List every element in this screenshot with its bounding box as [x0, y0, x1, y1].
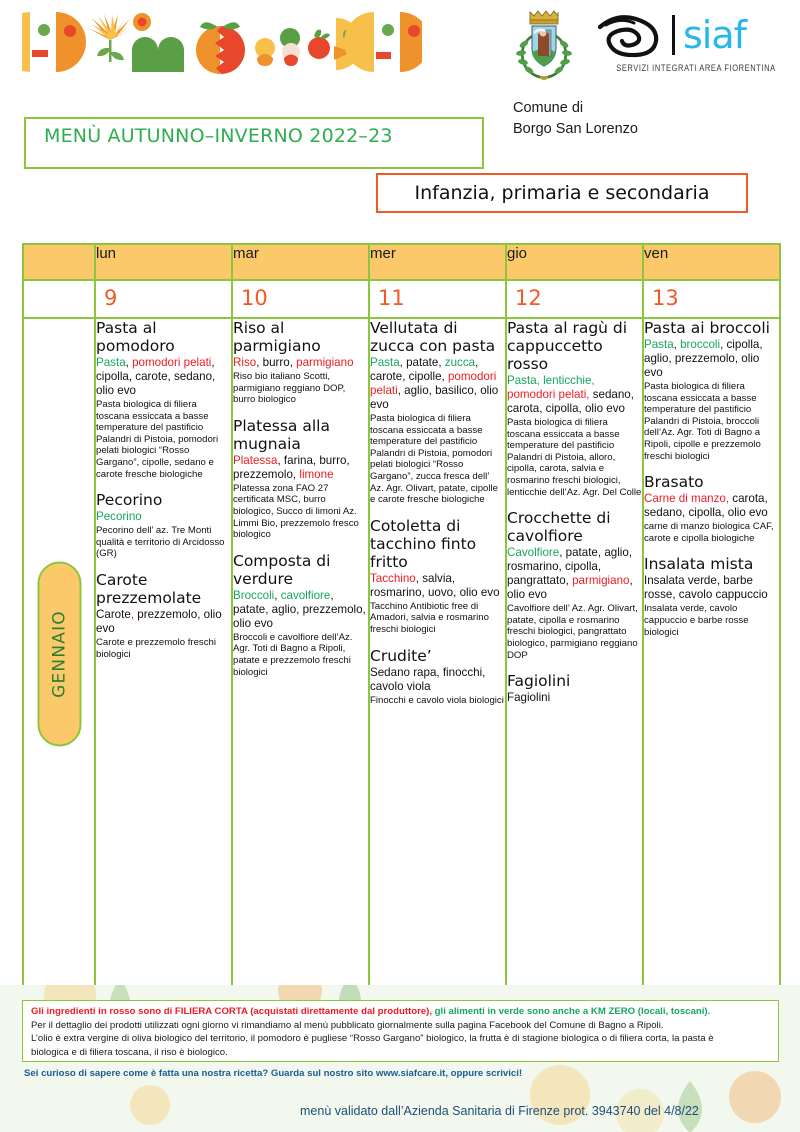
ingredient-plain: , [274, 588, 281, 602]
date-cell-12 [506, 280, 643, 318]
website-invite-line[interactable]: Sei curioso di sapere come è fatta una nostra ricetta? Guarda sul nostro sito www.siafcare.it, oppure scrivici! [24, 1068, 523, 1079]
dish-block [233, 319, 368, 406]
decorative-food-band [22, 6, 422, 78]
date-cell-9 [95, 280, 232, 318]
ingredient-km-zero: zucca [444, 356, 476, 369]
ingredient-plain: , cipolla, carote, sedano, olio evo [96, 356, 216, 397]
date-number: 12 [515, 286, 542, 310]
month-date-spacer [23, 280, 95, 318]
day-column-gio [506, 318, 643, 989]
dish-note: Insalata verde, cavolo cappuccio e barbe rosse biologici [644, 603, 749, 638]
comune-coat-of-arms [512, 8, 576, 82]
ingredient-plain: Sedano rapa, finocchi, cavolo viola [370, 665, 486, 693]
date-number: 10 [241, 286, 268, 310]
weekly-menu-table [22, 243, 781, 990]
legend-line-2: Per il dettaglio dei prodotti utilizzati ogni giorno vi rimandiamo al menù pubblicato giornalmente sulla pagina Facebook del Comune di Bagno a Ripoli. [31, 1019, 664, 1031]
ingredient-km-zero: Pasta [96, 356, 126, 369]
dish-note: carne di manzo biologica CAF, carote e cipolla biologiche [644, 521, 774, 544]
ingredient-plain: , patate, [399, 356, 445, 369]
dish-name: Insalata mista [644, 555, 754, 574]
ingredient-filiera-corta: pomodori pelati [370, 370, 497, 397]
month-pill [38, 561, 82, 746]
siaf-logo [596, 10, 796, 80]
dish-ingredients [96, 510, 231, 524]
page-title: MENÙ AUTUNNO–INVERNO 2022–23 [44, 125, 393, 147]
dish-note: Broccoli e cavolfiore dell’Az. Agr. Toti di Bagno a Ripoli, patate e prezzemolo freschi biologici [233, 631, 353, 678]
ingredient-filiera-corta: Carne di manzo, [644, 492, 730, 506]
ingredient-plain: , burro, [256, 356, 297, 369]
dish-name: Fagiolini [507, 672, 571, 691]
day-column-mar [232, 318, 369, 989]
ingredient-plain: , [673, 338, 681, 351]
dish-ingredients [507, 691, 642, 705]
dish-block [644, 473, 779, 544]
ingredient-km-zero: broccoli [680, 338, 721, 351]
dish-name: Brasato [644, 473, 704, 492]
dish-block [507, 319, 642, 498]
dish-name: Cotoletta di tacchino finto fritto [370, 516, 477, 571]
dish-note: Pasta biologica di filiera toscana essiccata a basse temperature del pastificio Palandri di Pistoia, alloro, cipolla, carota, salvia e rosmarino freschi biologici, lenticchie dell’Az. Agr. Del Colle [507, 417, 642, 498]
ingredient-plain: carota, sedano, cipolla, olio evo [644, 492, 768, 520]
ingredient-plain: , aglio, basilico, olio evo [370, 384, 499, 411]
menu-content-row [23, 318, 780, 989]
ingredient-filiera-corta: Platessa [233, 453, 278, 467]
logo-divider [672, 15, 675, 55]
dish-name: Crocchette di cavolfiore [507, 509, 611, 546]
ingredient-plain: , salvia, rosmarino, uovo, olio evo [370, 571, 500, 599]
weekday-header-gio: gio [506, 244, 643, 280]
validation-line: menù validato dall’Azienda Sanitaria di Firenze prot. 3943740 del 4/8/22 [300, 1104, 699, 1118]
legend-color-key [31, 1005, 770, 1019]
page-header [0, 0, 800, 92]
ingredient-km-zero: Pasta, lenticchie, [507, 374, 595, 387]
dish-ingredients [370, 572, 505, 600]
dish-name: Vellutata di zucca con pasta [370, 319, 496, 355]
ingredient-km-zero: cavolfiore [280, 588, 331, 602]
day-column-lun [95, 318, 232, 989]
ingredient-filiera-corta: , [130, 607, 135, 621]
date-number: 13 [652, 286, 679, 310]
dish-ingredients [644, 574, 779, 602]
dish-block [370, 517, 505, 636]
date-number: 11 [378, 286, 405, 310]
dish-note: Pasta biologica di filiera toscana essiccata a basse temperature del pastificio Palandri di Pistoia, pomodori pelati biologici “Rosso Gargano”, cipolle, sedano e carote fresche biologiche [96, 399, 219, 480]
dish-note: Pasta biologica di filiera toscana essiccata a basse temperature del pastificio Palandri di Pistoia, broccoli dell’Az. Agr. Toti di Bagno a Ripoli, cipolle e prezzemolo freschi biologici [644, 381, 761, 462]
siaf-wordmark: siaf [683, 13, 747, 57]
dish-name: Pasta ai broccoli [644, 319, 770, 337]
dish-note: Cavolfiore dell’ Az. Agr. Olivart, patate, cipolla e rosmarino freschi biologici, pangrattato biologico, parmigiano reggiano DOP [507, 603, 638, 661]
day-column-ven [643, 318, 780, 989]
ingredient-plain: , farina, burro, prezzemolo, [233, 453, 350, 481]
dish-note: Pasta biologica di filiera toscana essiccata a basse temperature del pastificio Palandri di Pistoia, pomodori pelati biologici “Rosso Gargano”, zucca fresca dell’ Az. Agr. Olivart, patate, cipolle e carote fresche biologiche [370, 413, 498, 506]
ingredient-km-zero: Pecorino [96, 510, 142, 524]
dish-note: Riso bio italiano Scotti, parmigiano reggiano DOP, burro biologico [233, 371, 346, 406]
ingredient-plain: Carote [96, 607, 131, 621]
siaf-tagline: SERVIZI INTEGRATI AREA FIORENTINA [616, 62, 776, 74]
ingredient-plain: , olio evo [507, 574, 633, 602]
comune-block [513, 98, 783, 140]
ingredient-filiera-corta: limone [299, 467, 334, 481]
ingredient-km-zero: Pasta [644, 338, 674, 351]
ingredient-plain: , cipolla, aglio, prezzemolo, olio evo [644, 338, 763, 379]
dish-block [96, 319, 231, 480]
dish-ingredients [233, 589, 368, 631]
ingredient-km-zero: Broccoli [233, 588, 275, 602]
dish-name: Riso al parmigiano [233, 319, 321, 355]
date-number: 9 [104, 286, 118, 310]
date-row [23, 280, 780, 318]
dish-ingredients [96, 608, 231, 636]
weekday-header-mar: mar [232, 244, 369, 280]
ingredient-plain: , patate, aglio, prezzemolo, olio evo [233, 588, 366, 630]
dish-block [507, 672, 642, 705]
dish-note: Tacchino Antibiotic free di Amadori, salvia e rosmarino freschi biologici [370, 600, 489, 635]
ingredient-plain: sedano, carota, cipolla, olio evo [507, 388, 634, 415]
weekday-header-row [23, 244, 780, 280]
dish-name: Pecorino [96, 491, 163, 510]
dish-name: Pasta al ragù di cappuccetto rosso [507, 319, 628, 373]
ingredient-plain: Fagiolini [507, 691, 551, 705]
dish-block [233, 417, 368, 541]
audience-subtitle: Infanzia, primaria e secondaria [414, 182, 710, 204]
dish-ingredients [370, 356, 505, 412]
weekday-header-ven: ven [643, 244, 780, 280]
ingredient-plain: , [125, 356, 133, 369]
dish-ingredients [507, 546, 642, 602]
dish-block [370, 647, 505, 707]
ingredient-km-zero: Pasta [370, 356, 400, 369]
weekday-header-mer: mer [369, 244, 506, 280]
dish-block [96, 491, 231, 560]
dish-ingredients [644, 492, 779, 520]
audience-subtitle-box [376, 173, 748, 213]
ingredient-filiera-corta: parmigiano [296, 356, 354, 369]
siaf-swirl-icon [596, 11, 670, 59]
month-label-cell [23, 318, 95, 989]
dish-name: Composta di verdure [233, 551, 331, 588]
dish-name: Platessa alla mugnaia [233, 416, 330, 453]
dish-note: Pecorino dell’ az. Tre Monti qualità e territorio di Arcidosso (GR) [96, 525, 225, 560]
dish-name: Pasta al pomodoro [96, 319, 175, 355]
dish-block [644, 555, 779, 638]
dish-note: Platessa zona FAO 27 certificata MSC, burro biologico, Succo di limoni Az. Limmi Bio, prezzemolo fresco biologico [233, 482, 359, 541]
legend-box [22, 1000, 779, 1062]
day-column-mer [369, 318, 506, 989]
dish-name: Crudite’ [370, 646, 432, 665]
dish-ingredients [233, 454, 368, 482]
dish-note: Finocchi e cavolo viola biologici [370, 694, 504, 706]
ingredient-filiera-corta: parmigiano [572, 574, 630, 588]
dish-block [96, 571, 231, 660]
dish-note: Carote e prezzemolo freschi biologici [96, 636, 216, 660]
dish-ingredients [96, 356, 231, 398]
ingredient-plain: , patate, aglio, rosmarino, cipolla, pangrattato, [507, 546, 633, 588]
dish-block [507, 509, 642, 661]
menu-table-wrapper [22, 243, 779, 990]
comune-line-2: Borgo San Lorenzo [513, 121, 638, 137]
ingredient-plain: Insalata verde, barbe rosse, cavolo cappuccio [644, 574, 768, 602]
dish-ingredients [233, 356, 368, 370]
ingredient-filiera-corta: pomodori pelati, [507, 388, 590, 401]
ingredient-filiera-corta: Riso [233, 356, 257, 369]
ingredient-plain: , carote, cipolle, [370, 356, 479, 383]
date-cell-13 [643, 280, 780, 318]
dish-block [370, 319, 505, 506]
comune-line-1: Comune di [513, 100, 584, 116]
legend-line-3: L’olio è extra vergine di oliva biologico del territorio, il pomodoro è pugliese “Rosso Gargano” biologico, la frutta è di stagione biologica o di filiera corta, la pasta è [31, 1033, 714, 1045]
ingredient-km-zero: Cavolfiore [507, 546, 560, 560]
legend-green-text: gli alimenti in verde sono anche a KM ZERO (locali, toscani). [432, 1006, 711, 1017]
weekday-header-lun: lun [95, 244, 232, 280]
dish-block [644, 319, 779, 462]
date-cell-10 [232, 280, 369, 318]
legend-red-text: Gli ingredienti in rosso sono di FILIERA CORTA (acquistati direttamente dal produttore), [31, 1006, 433, 1017]
dish-ingredients [644, 338, 779, 380]
ingredient-filiera-corta: Tacchino [370, 571, 416, 585]
dish-ingredients [370, 666, 505, 694]
month-label: GENNAIO [49, 609, 70, 698]
dish-name: Carote prezzemolate [96, 570, 202, 607]
ingredient-filiera-corta: pomodori pelati [132, 356, 212, 369]
ingredient-plain: prezzemolo, olio evo [96, 607, 222, 635]
month-header-cell [23, 244, 95, 280]
legend-line-4: biologica e di filiera toscana, il riso è biologico. [31, 1046, 228, 1058]
dish-ingredients [507, 374, 642, 416]
menu-title-box [24, 117, 484, 169]
date-cell-11 [369, 280, 506, 318]
dish-block [233, 552, 368, 678]
